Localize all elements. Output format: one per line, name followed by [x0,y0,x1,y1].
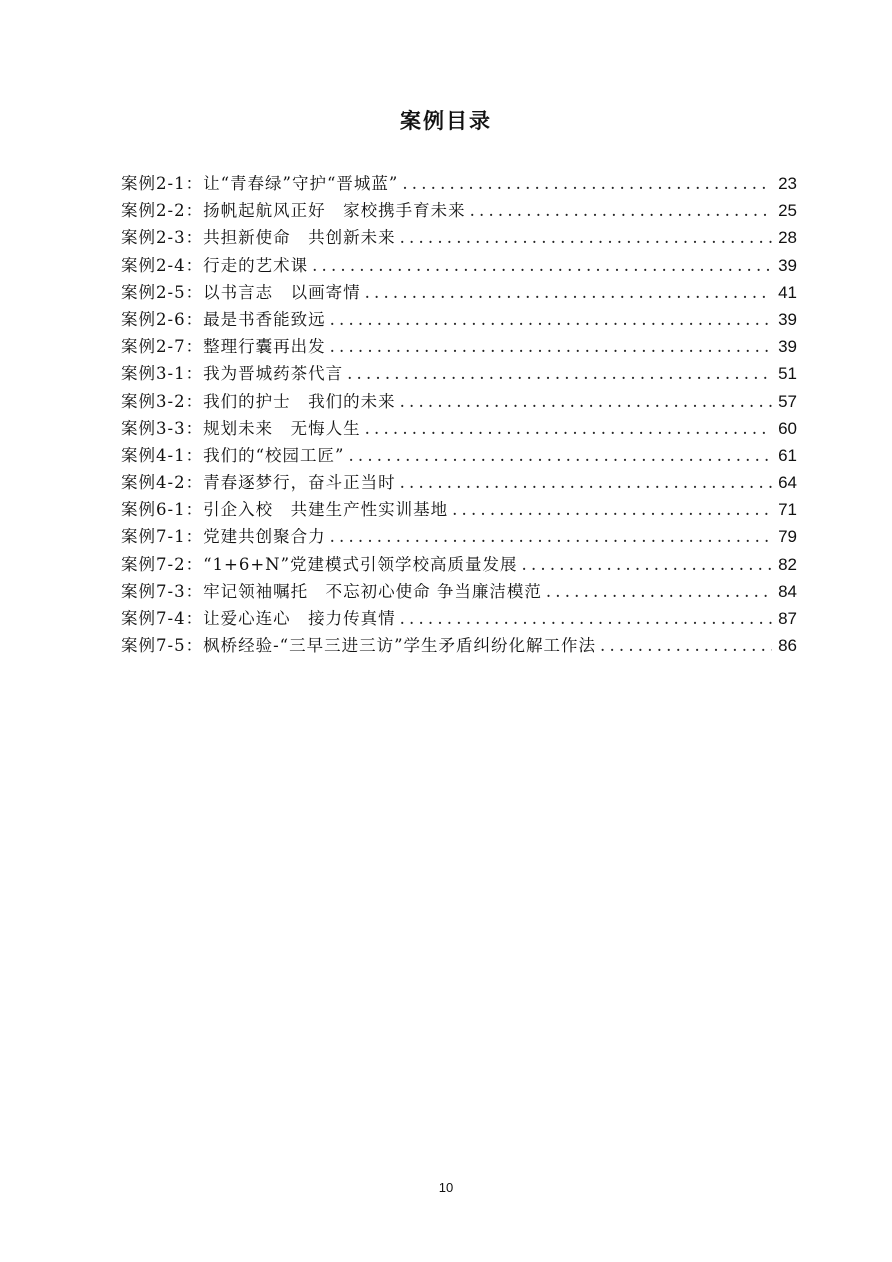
toc-entry[interactable] [121,469,797,496]
toc-entry-page: 71 [778,500,797,520]
toc-entry-page: 41 [778,282,797,302]
toc-entry[interactable] [121,170,797,197]
toc-entry-page: 23 [778,174,797,193]
toc-entry[interactable] [121,442,797,469]
toc-entry[interactable] [121,415,797,442]
toc-dot-leader [400,605,773,632]
toc-entry[interactable] [121,360,797,387]
toc-entry-title: 案例3-2：我们的护士 我们的未来 [121,391,396,411]
toc-dot-leader [402,170,772,197]
toc-entry-page: 64 [778,473,797,493]
toc-entry-page: 25 [778,201,797,221]
toc-entry-page: 28 [778,228,797,248]
toc-entry[interactable] [121,496,797,523]
toc-entry-page: 39 [778,337,797,357]
toc-entry[interactable] [121,252,797,279]
toc-entry-page: 60 [778,418,797,438]
toc-dot-leader [400,388,773,415]
toc-entry-title: 案例7-1：党建共创聚合力 [121,527,326,547]
toc-entry-page: 61 [778,445,797,465]
page-number: 10 [438,1180,454,1195]
toc-dot-leader [600,632,772,659]
toc-entry-title: 案例4-2：青春逐梦行，奋斗正当时 [121,473,396,493]
toc-dot-leader [470,197,773,224]
toc-entry-title: 案例7-2：“1+6+N”党建模式引领学校高质量发展 [121,554,518,574]
toc-dot-leader [348,442,772,469]
toc-entry-page: 51 [778,364,797,384]
toc-entry[interactable] [121,578,797,605]
toc-entry-page: 79 [778,527,797,547]
toc-dot-leader [347,360,772,387]
toc-entry-title: 案例7-3：牢记领袖嘱托 不忘初心使命 争当廉洁模范 [121,581,542,601]
toc-entry-title: 案例7-5：枫桥经验-“三早三进三访”学生矛盾纠纷化解工作法 [121,636,597,656]
toc-entry[interactable] [121,632,797,659]
toc-dot-leader [365,279,773,306]
toc-entry-page: 87 [778,609,797,628]
toc-entry[interactable] [121,224,797,251]
toc-entry-title: 案例7-4：让爱心连心 接力传真情 [121,609,396,628]
toc-entry-title: 案例2-4：行走的艺术课 [121,255,309,275]
page-title: 案例目录 [400,109,492,133]
toc-dot-leader [400,224,773,251]
toc-entry[interactable] [121,523,797,550]
toc-entry-page: 39 [778,309,797,329]
toc-entry[interactable] [121,279,797,306]
toc-dot-leader [330,333,773,360]
toc-entry-title: 案例2-1：让“青春绿”守护“晋城蓝” [121,174,399,193]
toc-entry[interactable] [121,197,797,224]
toc-entry-title: 案例2-2：扬帆起航风正好 家校携手育未来 [121,201,466,221]
toc-entry-page: 39 [778,255,797,275]
toc-entry[interactable] [121,605,797,632]
toc-entry-title: 案例6-1：引企入校 共建生产性实训基地 [121,500,449,520]
toc-dot-leader [546,578,772,605]
toc-entry-title: 案例2-3：共担新使命 共创新未来 [121,228,396,248]
toc-entry-title: 案例3-3：规划未来 无悔人生 [121,418,361,438]
toc-dot-leader [365,415,773,442]
toc-entry[interactable] [121,551,797,578]
toc-entry-page: 84 [778,581,797,601]
toc-dot-leader [400,469,773,496]
toc-dot-leader [522,551,773,578]
toc-entry-page: 86 [778,636,797,656]
toc-entry-title: 案例2-6：最是书香能致远 [121,309,326,329]
toc-entry-title: 案例2-5：以书言志 以画寄情 [121,282,361,302]
toc-entry-title: 案例4-1：我们的“校园工匠” [121,445,345,465]
toc-dot-leader [330,523,773,550]
toc-entry-title: 案例3-1：我为晋城药茶代言 [121,364,344,384]
toc-entry[interactable] [121,333,797,360]
toc-entry-page: 82 [778,554,797,574]
toc-entry-page: 57 [778,391,797,411]
table-of-contents [121,170,797,659]
toc-entry-title: 案例2-7：整理行囊再出发 [121,337,326,357]
toc-dot-leader [452,496,772,523]
toc-entry[interactable] [121,306,797,333]
toc-dot-leader [330,306,773,333]
toc-dot-leader [312,252,772,279]
toc-entry[interactable] [121,388,797,415]
